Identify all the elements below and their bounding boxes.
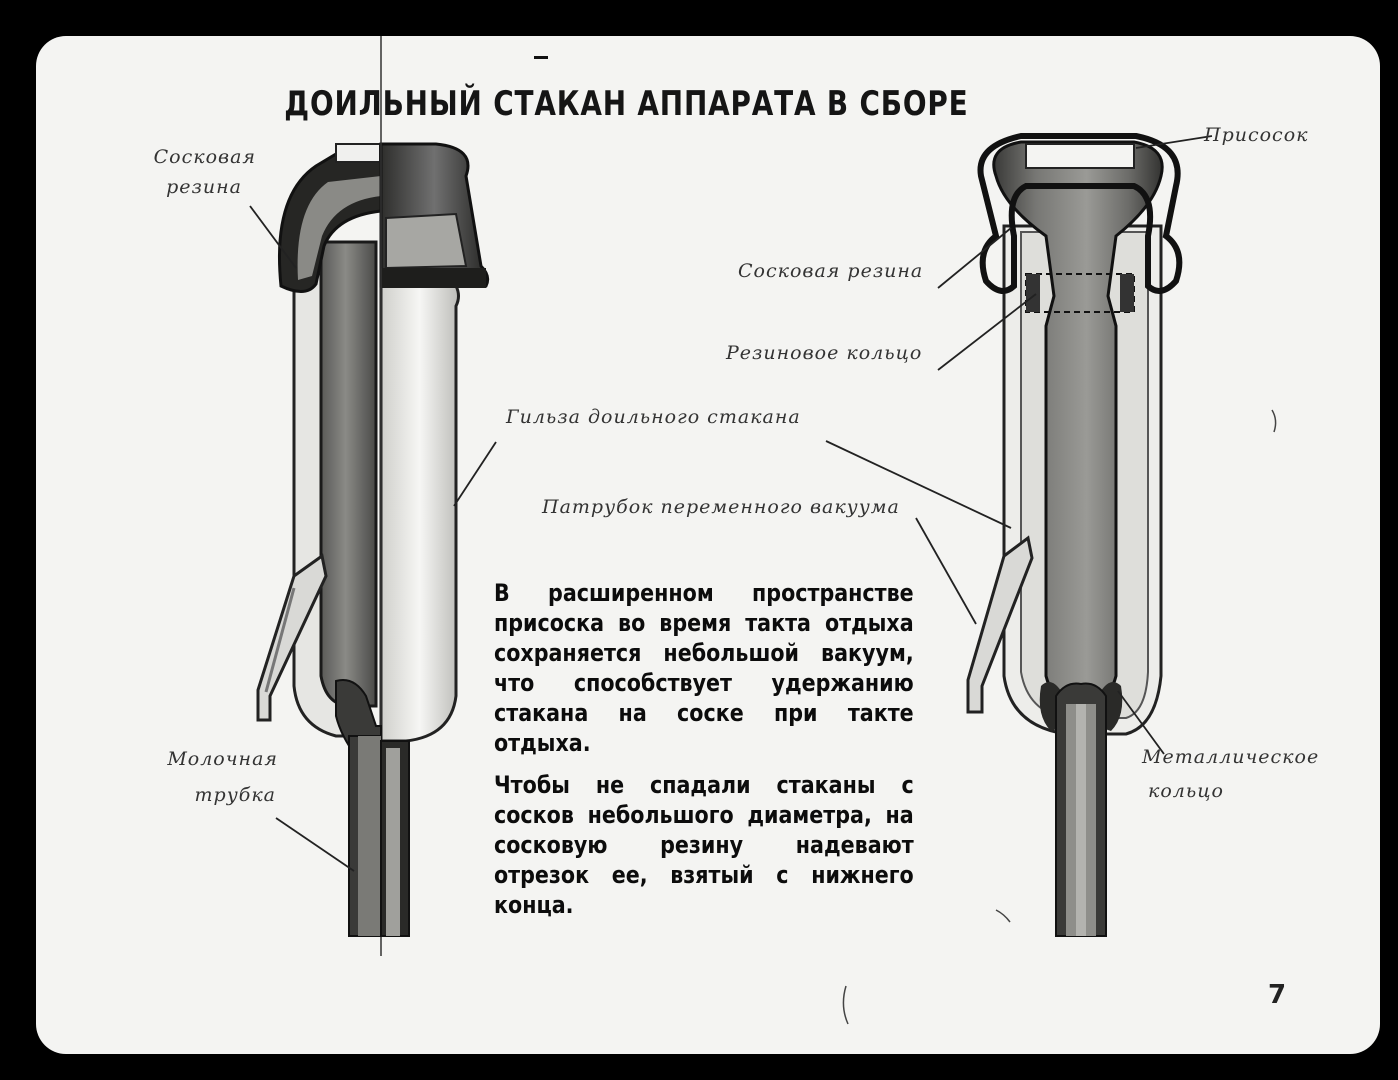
page-number: 7 [1268,980,1287,1010]
label-metall-2: кольцо [1148,780,1224,802]
paragraph-2: Чтобы не спадали стаканы с сосков небольшого диаметра, на сосковую резину надевают отрезок ее, взятый с нижнего конца. [494,771,914,919]
label-soskovaya-rezina-right: Сосковая резина [738,260,924,282]
page-title: ДОИЛЬНЫЙ СТАКАН АППАРАТА В СБОРЕ [284,84,969,124]
label-molochnaya-1: Молочная [167,748,278,770]
slide-frame [36,36,1380,1054]
label-gilza: Гильза доильного стакана [506,406,801,428]
paragraph-1: В расширенном пространстве присоска во время такта отдыха сохраняется небольшой вакуум, что способствует удержанию стакана на соске при такте отдыха. [494,579,914,757]
right-cup-drawing [968,136,1179,936]
left-cup-drawing [258,36,488,956]
label-prisosok: Присосок [1204,124,1309,146]
label-patrubok: Патрубок переменного вакуума [542,496,900,518]
label-soskovaya-rezina-left-1: Сосковая [153,146,256,168]
label-molochnaya-2: трубка [194,784,276,806]
label-soskovaya-rezina-left-2: резина [166,176,242,198]
label-metall-1: Металлическое [1142,746,1320,768]
label-rezinovoe-koltso: Резиновое кольцо [726,342,923,364]
